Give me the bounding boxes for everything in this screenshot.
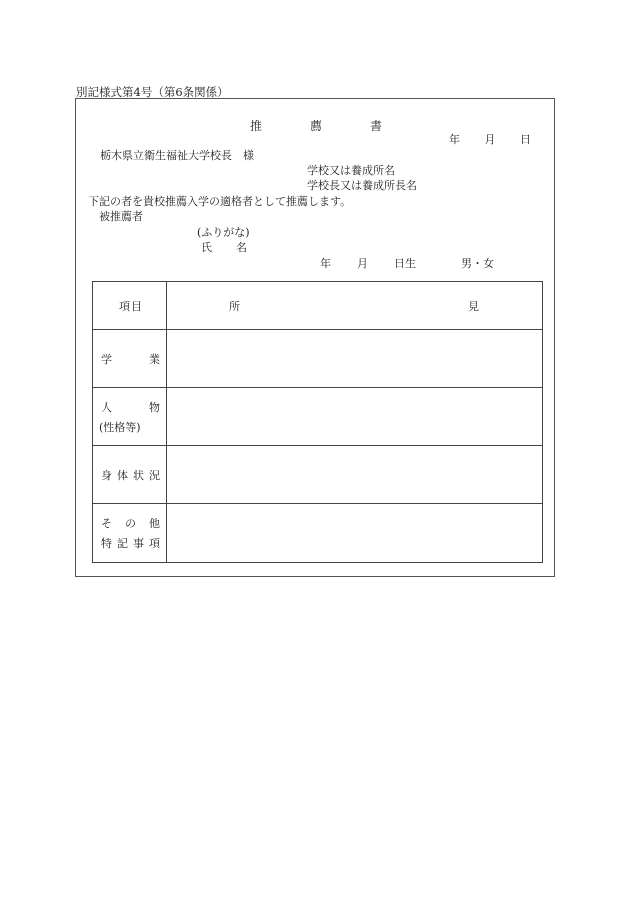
title-char: 書 (369, 119, 382, 133)
row-label-cell (93, 446, 167, 504)
remarks-field-physical[interactable] (167, 446, 543, 504)
row-label-char: 身 (101, 468, 112, 482)
row-label-char: 記 (117, 537, 128, 550)
row-label-char: の (125, 517, 136, 530)
recommendation-statement: 下記の者を貴校推薦入学の適格者として推薦します。 (88, 195, 352, 208)
row-label-char: 他 (149, 517, 160, 530)
table-row-academic (93, 330, 543, 388)
birthdate-line (320, 258, 416, 269)
row-label-char: 物 (149, 400, 160, 414)
remarks-header-char: 所 (229, 299, 240, 313)
table-row-physical (93, 446, 543, 504)
year-label: 年 (449, 133, 460, 146)
form-label: 別記様式第4号（第6条関係） (76, 85, 229, 99)
date-line (449, 134, 531, 145)
assessment-table (92, 281, 543, 563)
day-label: 日 (520, 133, 531, 146)
remarks-header-char: 見 (468, 299, 479, 313)
nominee-label: 被推薦者 (99, 210, 143, 223)
row-label-char: 項 (149, 537, 160, 550)
remarks-field-character[interactable] (167, 388, 543, 446)
row-label-char: 業 (149, 352, 160, 366)
row-label-char: 学 (101, 352, 112, 366)
row-label-char: 状 (133, 468, 144, 482)
row-label-char: 特 (101, 537, 112, 550)
birth-day-label: 日生 (394, 257, 416, 270)
remarks-header-cell (167, 282, 543, 330)
row-label-cell (93, 504, 167, 563)
row-label-sub: (性格等) (99, 420, 141, 434)
principal-name-label: 学校長又は養成所長名 (307, 179, 417, 192)
item-header-char: 項 (119, 299, 130, 313)
table-row-character (93, 388, 543, 446)
name-label (201, 242, 247, 253)
name-char: 名 (236, 241, 247, 254)
row-label-char: そ (101, 517, 112, 530)
remarks-field-academic[interactable] (167, 330, 543, 388)
name-char: 氏 (201, 241, 212, 254)
document-title (250, 120, 382, 132)
row-label-char: 体 (117, 468, 128, 482)
birth-year-label: 年 (320, 257, 331, 270)
title-char: 薦 (309, 119, 322, 133)
month-label: 月 (484, 133, 496, 146)
school-name-label: 学校又は養成所名 (307, 164, 395, 177)
furigana-label: (ふりがな) (197, 226, 250, 239)
remarks-field-other[interactable] (167, 504, 543, 563)
item-header-char: 目 (131, 299, 142, 313)
row-label-char: 事 (133, 537, 144, 550)
addressee: 栃木県立衛生福祉大学校長 様 (100, 149, 254, 162)
row-label-cell (93, 388, 167, 446)
row-label-cell (93, 330, 167, 388)
title-char: 推 (250, 119, 263, 133)
table-row-other (93, 504, 543, 563)
item-header-cell (93, 282, 167, 330)
birth-month-label: 月 (357, 257, 368, 270)
sex-label: 男・女 (461, 257, 494, 270)
table-header-row (93, 282, 543, 330)
row-label-char: 人 (101, 400, 112, 414)
row-label-char: 況 (149, 468, 160, 482)
